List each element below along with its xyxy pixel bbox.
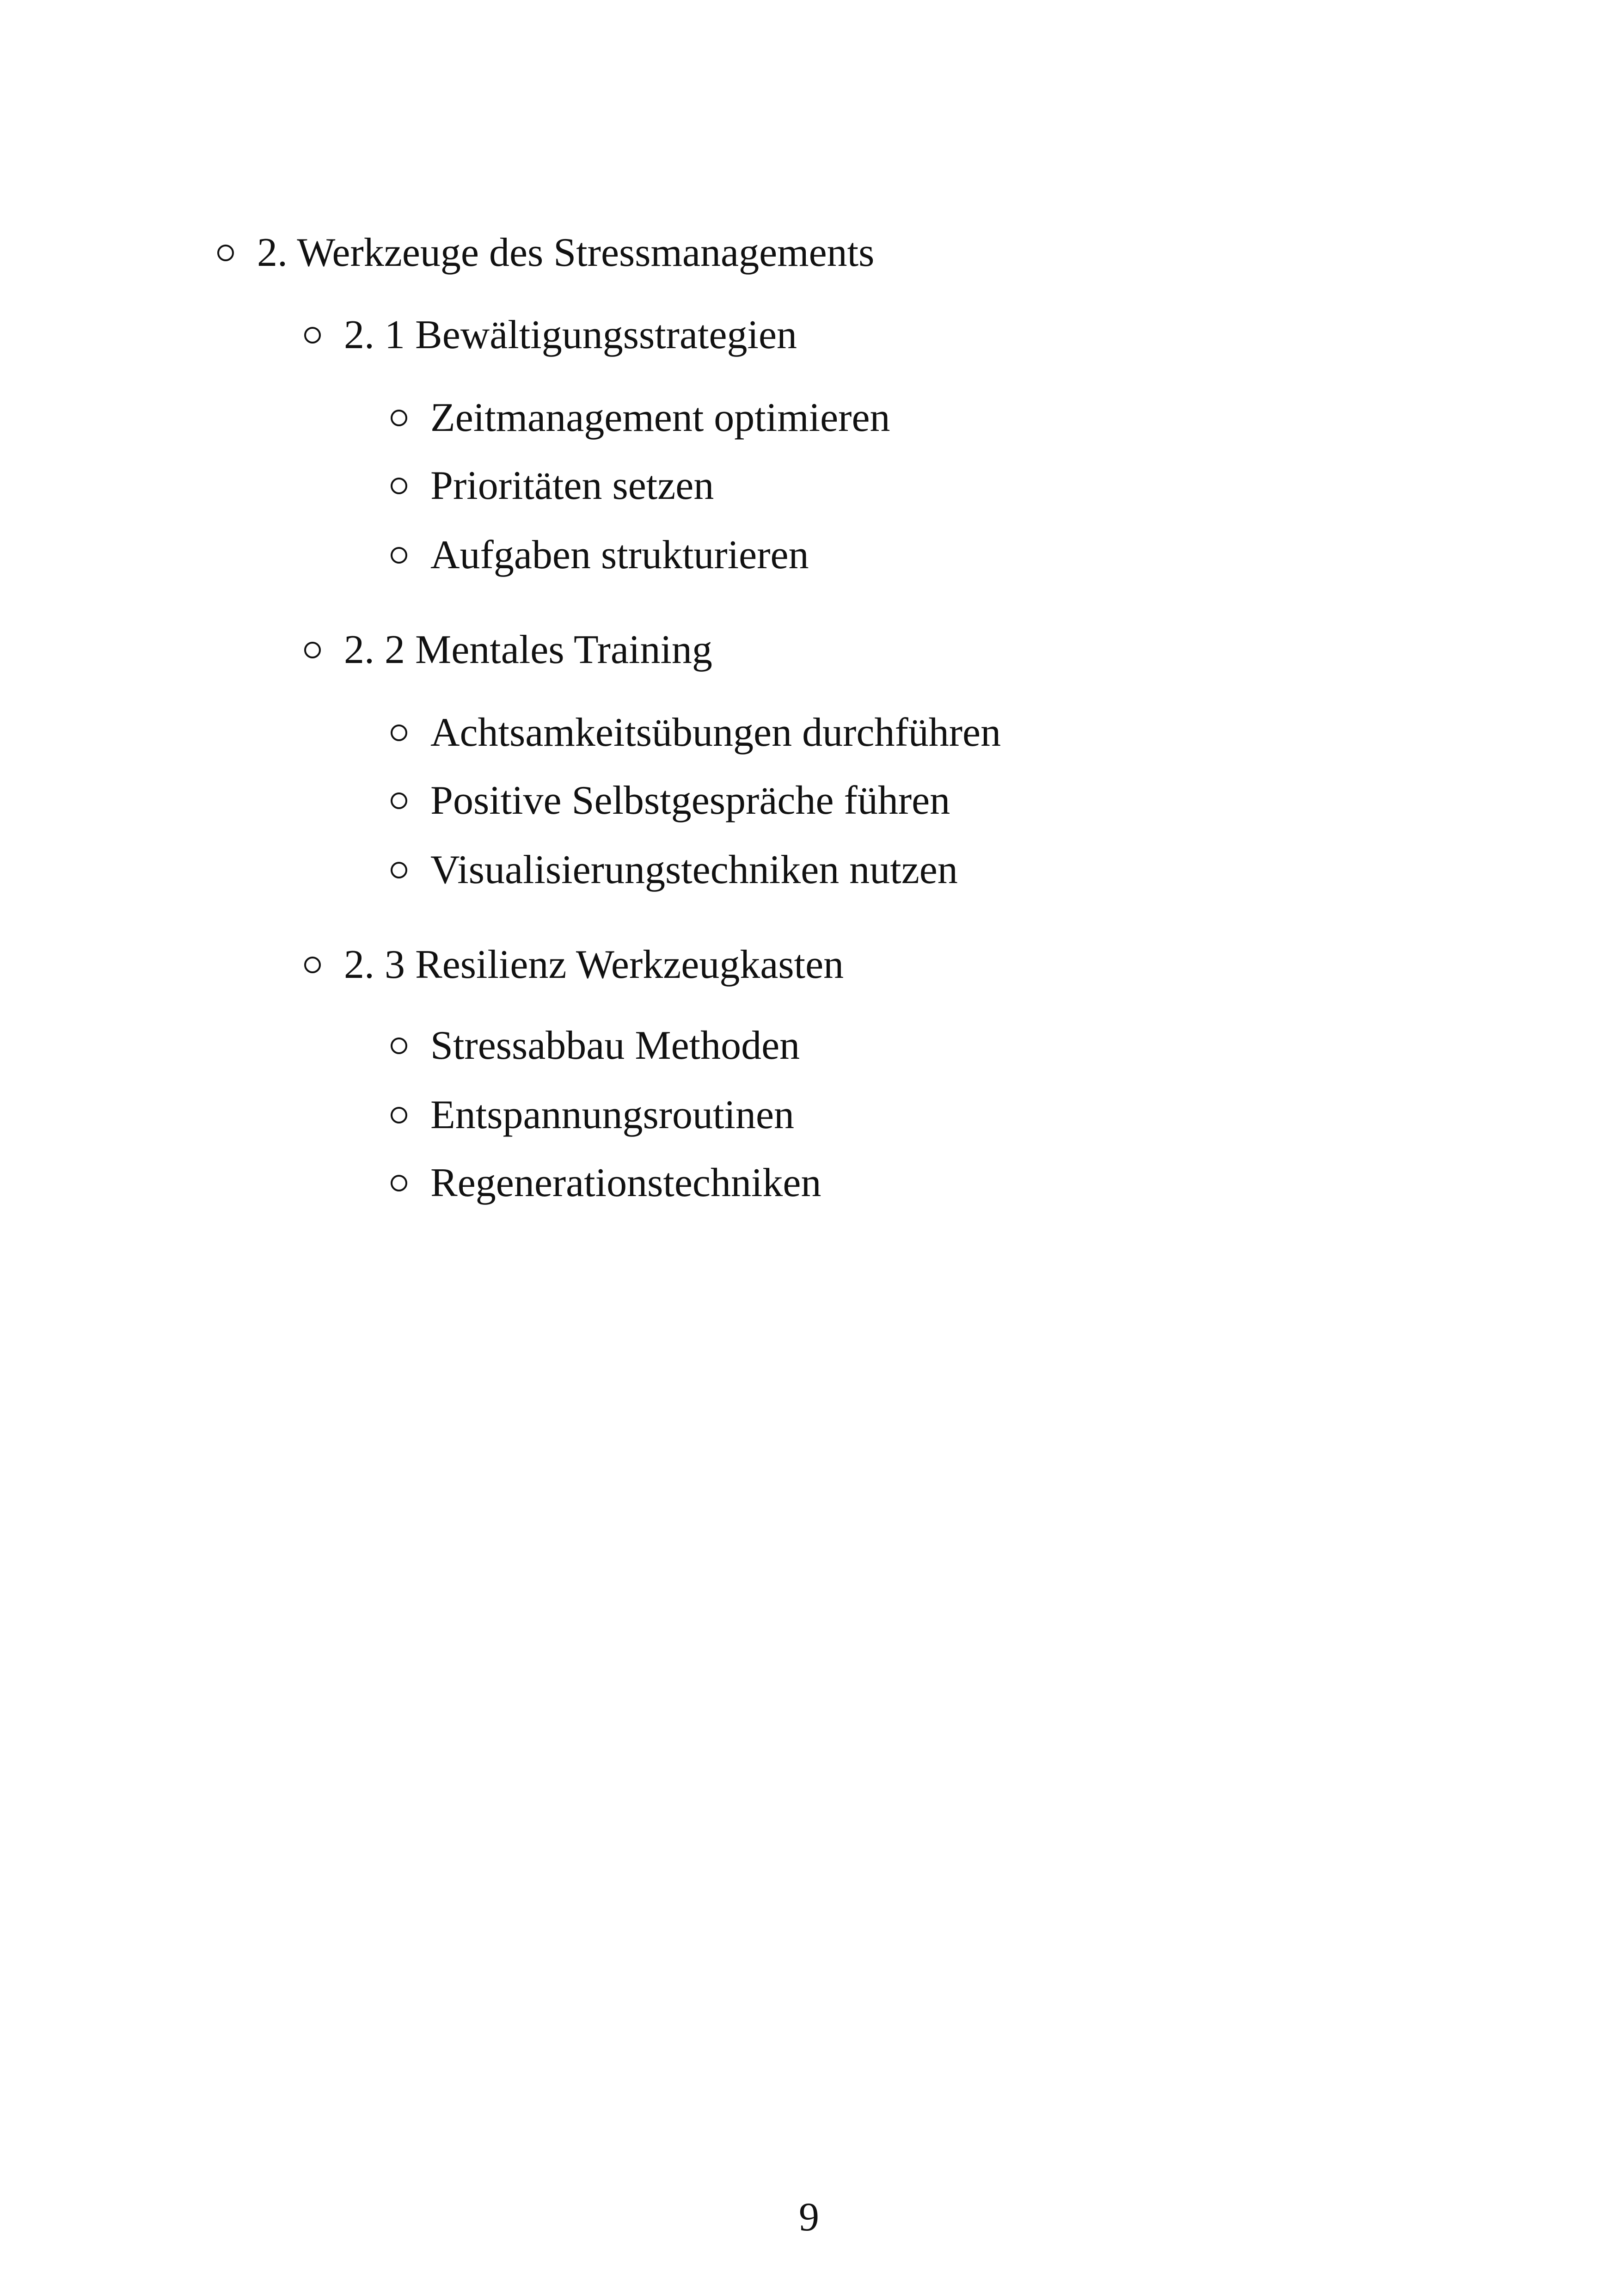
list-item-text: Regenerationstechniken <box>430 1160 821 1205</box>
list-item <box>391 780 950 821</box>
section-title <box>304 627 712 672</box>
list-item-text: Prioritäten setzen <box>430 463 714 508</box>
hollow-circle-bullet-icon <box>304 327 321 344</box>
hollow-circle-bullet-icon <box>391 1175 407 1191</box>
hollow-circle-bullet-icon <box>391 478 407 494</box>
hollow-circle-bullet-icon <box>391 1107 407 1123</box>
list-item <box>391 463 714 508</box>
list-item-text: Zeitmanagement optimieren <box>430 395 890 440</box>
list-item-text: Positive Selbstgespräche führen <box>430 778 950 823</box>
section-title-text: 2. 2 Mentales Training <box>344 627 712 672</box>
list-item <box>391 1025 800 1066</box>
hollow-circle-bullet-icon <box>304 957 321 973</box>
list-item <box>391 712 1001 753</box>
list-item-text: Entspannungsroutinen <box>430 1093 795 1137</box>
hollow-circle-bullet-icon <box>304 642 321 658</box>
list-item <box>391 847 958 892</box>
hollow-circle-bullet-icon <box>391 547 407 564</box>
list-item-text: Achtsamkeitsübungen durchführen <box>430 710 1001 755</box>
hollow-circle-bullet-icon <box>391 792 407 809</box>
list-item <box>391 395 890 440</box>
list-item <box>391 1160 821 1205</box>
hollow-circle-bullet-icon <box>391 410 407 426</box>
list-item <box>391 1095 794 1136</box>
section-title <box>304 942 844 987</box>
list-item-text: Aufgaben strukturieren <box>430 533 809 577</box>
outline-heading-text: 2. Werkzeuge des Stressmanagements <box>257 230 875 275</box>
hollow-circle-bullet-icon <box>217 245 234 261</box>
section-title-text: 2. 1 Bewältigungsstrategien <box>344 313 797 357</box>
hollow-circle-bullet-icon <box>391 1037 407 1054</box>
section-title <box>304 315 797 356</box>
list-item-text: Stressabbau Methoden <box>430 1023 800 1068</box>
list-item-text: Visualisierungstechniken nutzen <box>430 847 958 892</box>
list-item <box>391 535 809 576</box>
hollow-circle-bullet-icon <box>391 724 407 741</box>
section-title-text: 2. 3 Resilienz Werkzeugkasten <box>344 942 844 987</box>
hollow-circle-bullet-icon <box>391 862 407 878</box>
outline-heading <box>217 230 875 275</box>
page-number: 9 <box>799 2195 819 2240</box>
